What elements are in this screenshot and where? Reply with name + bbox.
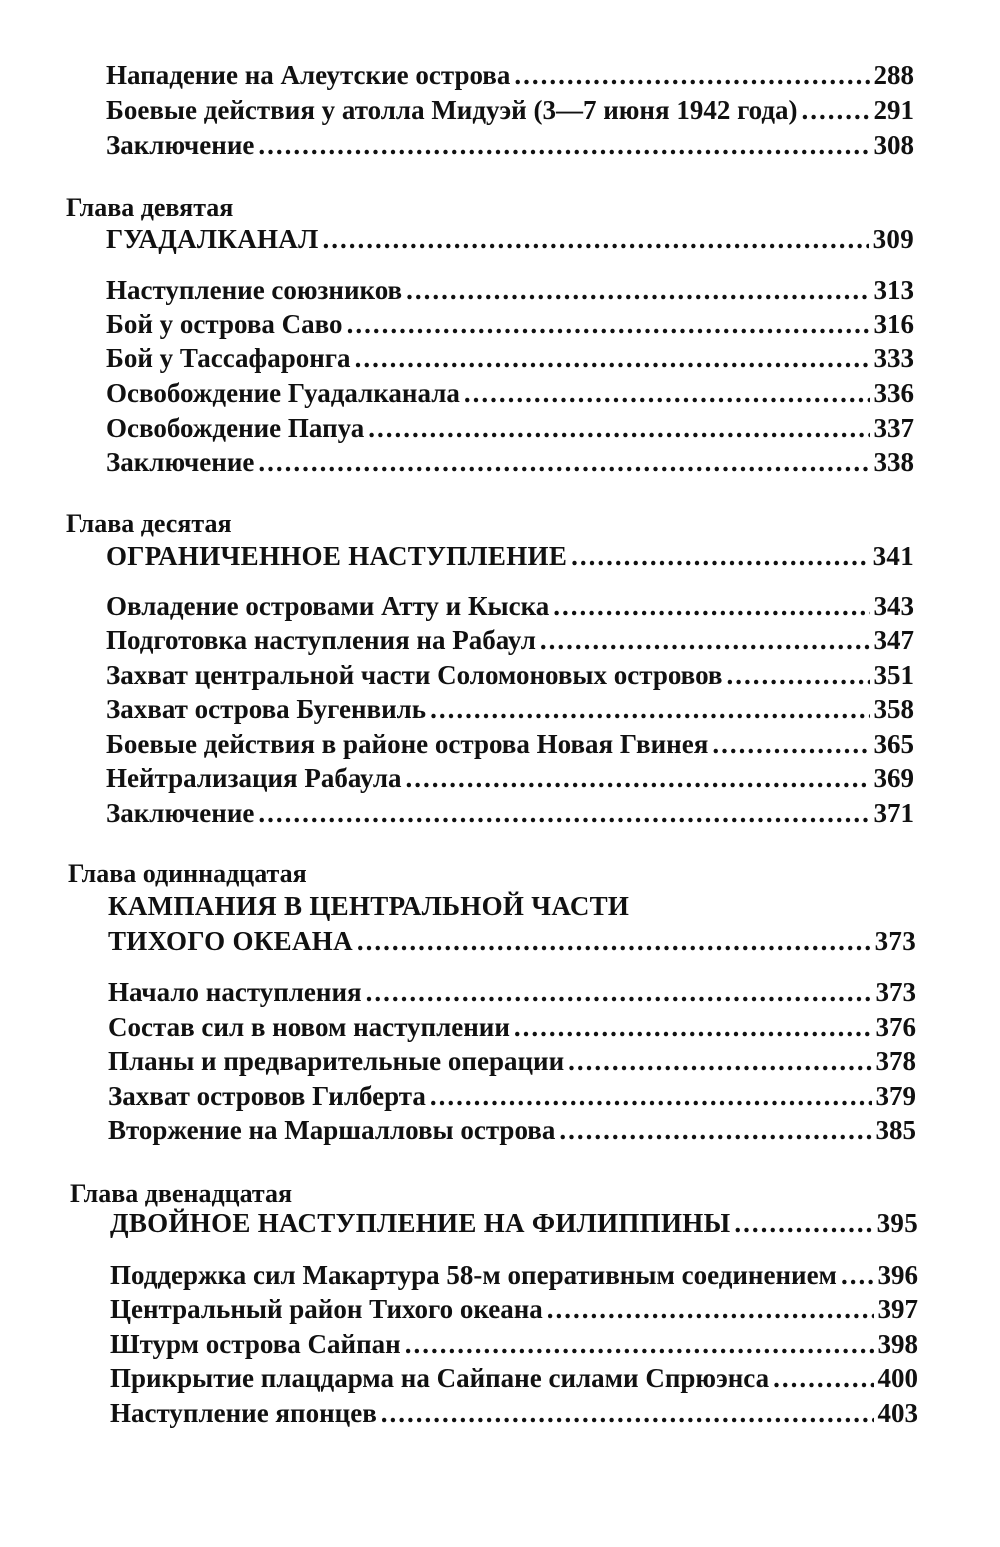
toc-entry (106, 692, 914, 726)
toc-entry-title: Бой у Тассафаронга (106, 343, 351, 373)
toc-entry-title: Планы и предварительные операции (108, 1046, 565, 1076)
toc-entry-page: 373 (875, 977, 916, 1007)
chapter-title-text: ДВОЙНОЕ НАСТУПЛЕНИЕ НА ФИЛИППИНЫ (110, 1208, 731, 1238)
toc-entry (106, 761, 914, 795)
toc-entry-page: 337 (873, 413, 914, 443)
toc-entry (106, 307, 914, 341)
toc-entry-page: 371 (873, 798, 914, 828)
toc-entry (106, 341, 914, 375)
toc-entry-page: 365 (873, 729, 914, 759)
chapter-title (106, 539, 914, 573)
toc-entry (106, 589, 914, 623)
leader-dots (553, 589, 869, 623)
toc-entry-title: Заключение (106, 130, 255, 160)
toc-entry-title: Бой у острова Саво (106, 309, 343, 339)
leader-dots (381, 1396, 874, 1430)
chapter-label: Глава десятая (66, 509, 232, 538)
toc-entry-page: 400 (877, 1363, 918, 1393)
toc-entry (106, 411, 914, 445)
chapter-page: 309 (872, 224, 914, 254)
leader-dots (357, 924, 871, 958)
toc-entry (110, 1361, 918, 1395)
chapter-title-line: КАМПАНИЯ В ЦЕНТРАЛЬНОЙ ЧАСТИ (108, 891, 630, 921)
leader-dots (727, 658, 870, 692)
toc-entry-title: Состав сил в новом наступлении (108, 1012, 510, 1042)
toc-entry-page: 376 (875, 1012, 916, 1042)
toc-entry-page: 403 (877, 1398, 918, 1428)
toc-entry (106, 445, 914, 479)
toc-entry-page: 385 (875, 1115, 916, 1145)
chapter-page: 341 (872, 541, 914, 571)
leader-dots (547, 1292, 874, 1326)
leader-dots (323, 222, 869, 256)
toc-entry-title: Захват центральной части Соломоновых островов (106, 660, 723, 690)
chapter-title (110, 1206, 918, 1240)
chapter-title (106, 222, 914, 256)
chapter-page: 373 (874, 926, 916, 956)
toc-entry-title: Наступление союзников (106, 275, 403, 305)
leader-dots (841, 1258, 874, 1292)
leader-dots (258, 796, 869, 830)
leader-dots (368, 411, 869, 445)
toc-entry-title: Заключение (106, 447, 255, 477)
toc-entry-title: Захват острова Бугенвиль (106, 694, 427, 724)
toc-entry (106, 658, 914, 692)
toc-entry (108, 1010, 916, 1044)
toc-entry-title: Наступление японцев (110, 1398, 377, 1428)
leader-dots (514, 58, 869, 92)
leader-dots (366, 975, 872, 1009)
toc-entry-page: 338 (873, 447, 914, 477)
leader-dots (734, 1206, 872, 1240)
toc-entry-page: 398 (877, 1329, 918, 1359)
toc-entry-title: Вторжение на Маршалловы острова (108, 1115, 556, 1145)
toc-entry-title: Заключение (106, 798, 255, 828)
toc-entry-page: 333 (873, 343, 914, 373)
toc-entry-page: 379 (875, 1081, 916, 1111)
chapter-label: Глава двенадцатая (70, 1179, 293, 1208)
toc-entry-page: 347 (873, 625, 914, 655)
leader-dots (514, 1010, 872, 1044)
toc-entry-page: 313 (873, 275, 914, 305)
toc-entry-page: 308 (873, 130, 914, 160)
toc-entry-title: Подготовка наступления на Рабаул (106, 625, 536, 655)
toc-entry (106, 93, 914, 127)
leader-dots (568, 1044, 871, 1078)
toc-entry-title: Центральный район Тихого океана (110, 1294, 543, 1324)
toc-entry-page: 316 (873, 309, 914, 339)
chapter-title (108, 924, 916, 958)
leader-dots (712, 727, 869, 761)
chapter-title-text: ОГРАНИЧЕННОЕ НАСТУПЛЕНИЕ (106, 541, 568, 571)
leader-dots (540, 623, 870, 657)
toc-entry-title: Боевые действия у атолла Мидуэй (3—7 июня 1942 года) (106, 95, 798, 125)
toc-entry (108, 1044, 916, 1078)
leader-dots (406, 761, 870, 795)
toc-entry-title: Боевые действия в районе острова Новая Гвинея (106, 729, 709, 759)
toc-entry-title: Начало наступления (108, 977, 362, 1007)
toc-entry (110, 1327, 918, 1361)
leader-dots (464, 376, 870, 410)
toc-entry-page: 378 (875, 1046, 916, 1076)
leader-dots (258, 445, 869, 479)
toc-entry-title: Прикрытие плацдарма на Сайпане силами Спрюэнса (110, 1363, 770, 1393)
toc-entry-page: 369 (873, 763, 914, 793)
toc-entry-title: Освобождение Папуа (106, 413, 365, 443)
toc-entry (108, 1079, 916, 1113)
toc-entry-title: Поддержка сил Макартура 58-м оперативным соединением (110, 1260, 837, 1290)
toc-entry-title: Освобождение Гуадалканала (106, 378, 460, 408)
toc-entry (108, 1113, 916, 1147)
toc-entry (108, 975, 916, 1009)
toc-entry-page: 396 (877, 1260, 918, 1290)
toc-entry-page: 336 (873, 378, 914, 408)
chapter-page: 395 (876, 1208, 918, 1238)
chapter-label: Глава одиннадцатая (68, 859, 307, 888)
toc-entry-title: Штурм острова Сайпан (110, 1329, 401, 1359)
toc-entry (106, 58, 914, 92)
toc-entry-page: 351 (873, 660, 914, 690)
leader-dots (430, 1079, 872, 1113)
toc-entry (110, 1292, 918, 1326)
chapter-label: Глава девятая (66, 193, 234, 222)
leader-dots (571, 539, 868, 573)
toc-entry (106, 376, 914, 410)
leader-dots (406, 273, 869, 307)
leader-dots (258, 128, 869, 162)
toc-entry-title: Нападение на Алеутские острова (106, 60, 511, 90)
leader-dots (773, 1361, 873, 1395)
leader-dots (430, 692, 869, 726)
toc-entry-title: Захват островов Гилберта (108, 1081, 426, 1111)
toc-entry (106, 273, 914, 307)
leader-dots (559, 1113, 871, 1147)
leader-dots (347, 307, 870, 341)
toc-entry-page: 343 (873, 591, 914, 621)
toc-entry-title: Нейтрализация Рабаула (106, 763, 402, 793)
chapter-title-text: ТИХОГО ОКЕАНА (108, 926, 353, 956)
toc-entry (106, 796, 914, 830)
chapter-title-text: ГУАДАЛКАНАЛ (106, 224, 319, 254)
toc-entry-page: 291 (873, 95, 914, 125)
toc-entry (106, 623, 914, 657)
toc-entry-page: 397 (877, 1294, 918, 1324)
toc-entry-page: 358 (873, 694, 914, 724)
toc-entry-title: Овладение островами Атту и Кыска (106, 591, 550, 621)
toc-entry-page: 288 (873, 60, 914, 90)
toc-entry (110, 1258, 918, 1292)
leader-dots (802, 93, 870, 127)
toc-entry (106, 128, 914, 162)
toc-entry (106, 727, 914, 761)
leader-dots (405, 1327, 874, 1361)
toc-entry (110, 1396, 918, 1430)
leader-dots (355, 341, 870, 375)
